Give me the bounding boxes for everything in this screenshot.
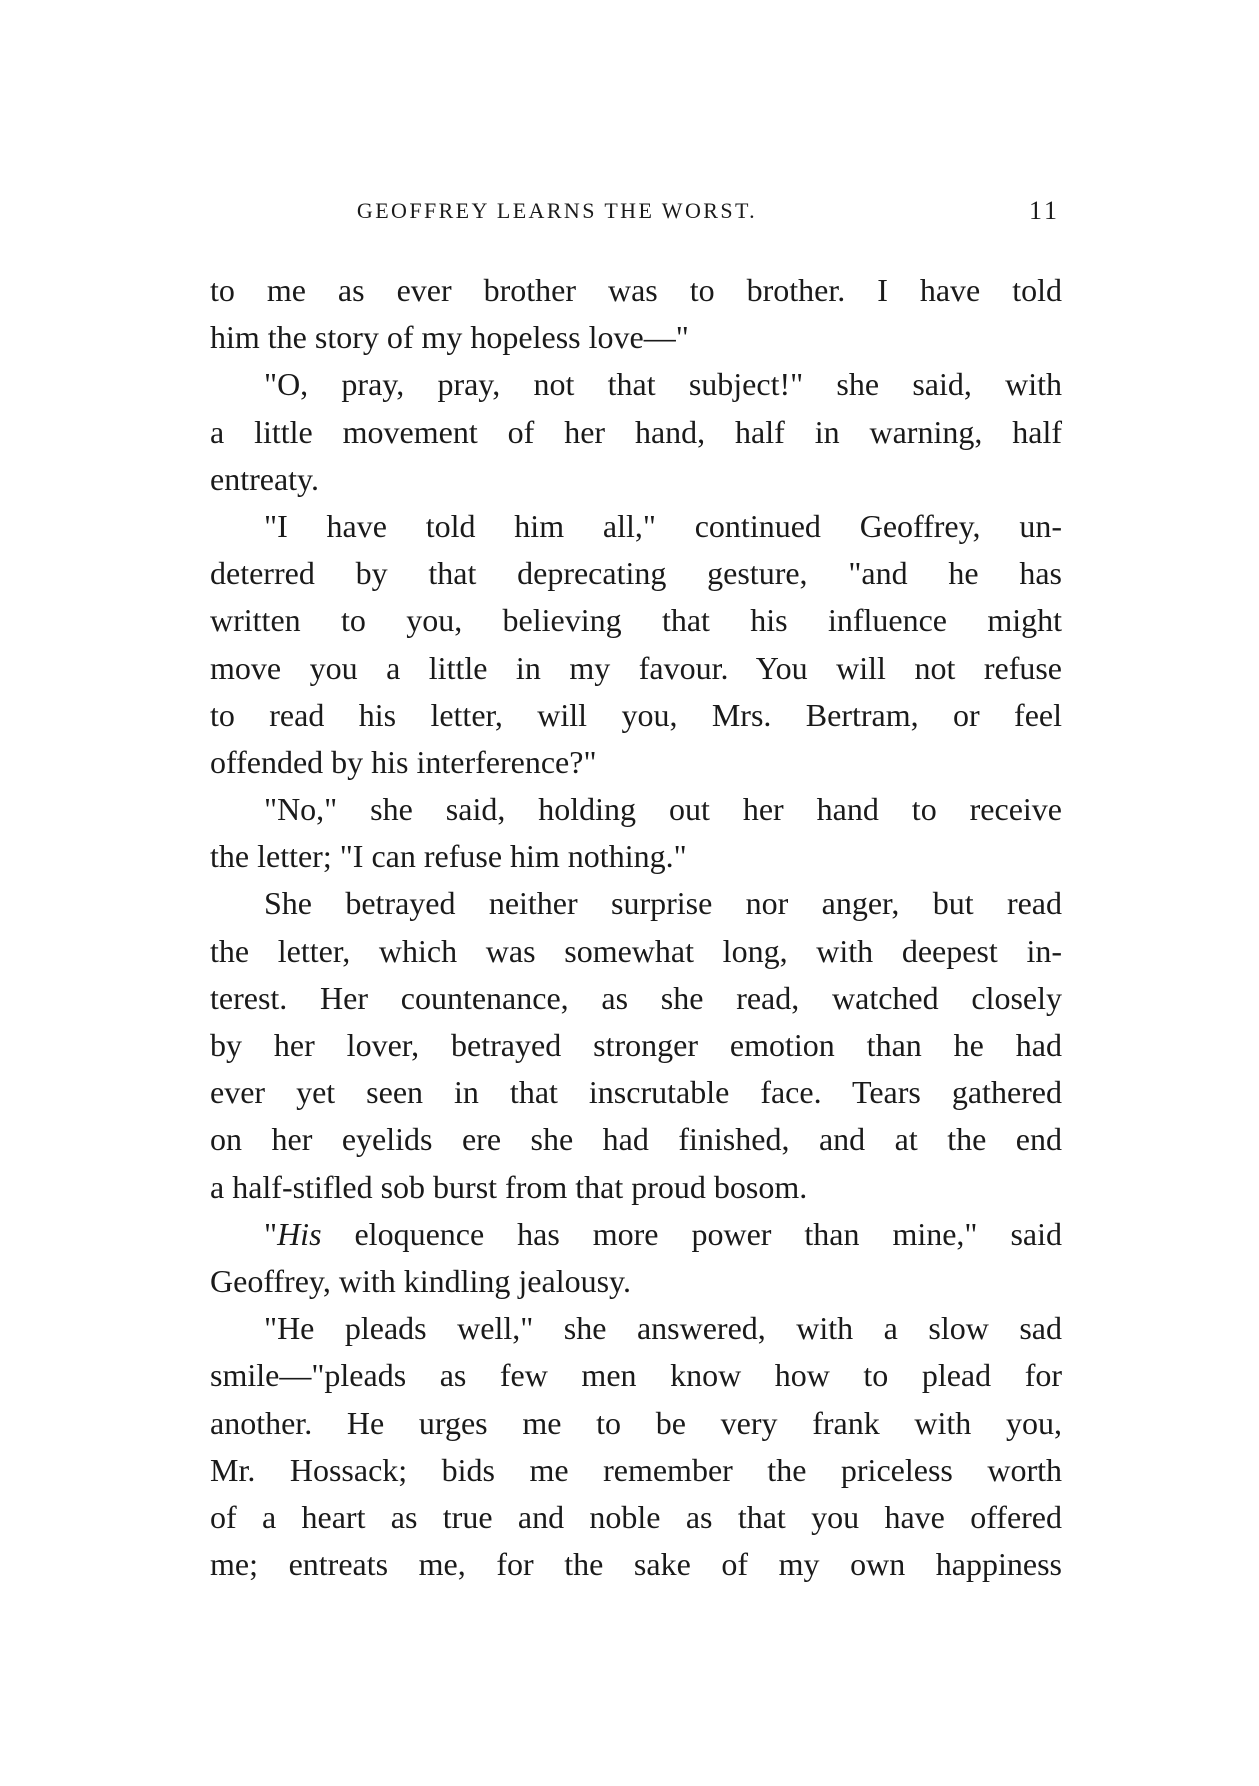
text-line: the letter; "I can refuse him nothing." <box>210 838 687 875</box>
text-line-rest: eloquence has more power than mine," said <box>321 1215 1062 1252</box>
text-line: another. He urges me to be very frank with you, <box>210 1404 1062 1441</box>
text-line: on her eyelids ere she had finished, and at the end <box>210 1121 1062 1158</box>
text-line: by her lover, betrayed stronger emotion than he had <box>210 1027 1062 1063</box>
text-line: She betrayed neither surprise nor anger, but read <box>264 885 1062 922</box>
text-line: move you a little in my favour. You will not refuse <box>210 649 1062 686</box>
text-line-italic-start <box>210 1211 1062 1258</box>
text-line: a little movement of her hand, half in warning, half <box>210 413 1062 450</box>
text-line-prefix: " <box>264 1215 278 1252</box>
text-line: terest. Her countenance, as she read, watched closely <box>210 979 1062 1016</box>
italic-word: His <box>277 1215 322 1252</box>
text-line: him the story of my hopeless love—" <box>210 319 689 356</box>
text-line: "I have told him all," continued Geoffrey, un- <box>264 507 1062 544</box>
text-line: of a heart as true and noble as that you have offered <box>210 1498 1062 1535</box>
text-line: deterred by that deprecating gesture, "and he has <box>210 555 1062 592</box>
body-text <box>210 267 1062 1588</box>
text-line: Mr. Hossack; bids me remember the priceless worth <box>210 1451 1062 1488</box>
page-number: 11 <box>1028 196 1060 225</box>
text-line: "O, pray, pray, not that subject!" she said, with <box>264 366 1062 403</box>
text-line: to me as ever brother was to brother. I have told <box>210 272 1062 308</box>
text-line: smile—"pleads as few men know how to plead for <box>210 1357 1062 1394</box>
running-title: GEOFFREY LEARNS THE WORST. <box>356 198 758 223</box>
running-head <box>210 196 1060 226</box>
text-line: a half-stifled sob burst from that proud bosom. <box>210 1168 808 1205</box>
text-line: offended by his interference?" <box>210 743 597 780</box>
text-line: "No," she said, holding out her hand to receive <box>264 791 1062 828</box>
text-line: Geoffrey, with kindling jealousy. <box>210 1262 631 1299</box>
text-line: the letter, which was somewhat long, with deepest in- <box>210 932 1062 969</box>
text-line: written to you, believing that his influence might <box>210 602 1062 639</box>
text-line: "He pleads well," she answered, with a slow sad <box>264 1310 1062 1347</box>
text-line: to read his letter, will you, Mrs. Bertram, or feel <box>210 696 1062 733</box>
text-line: entreaty. <box>210 460 319 497</box>
text-line: me; entreats me, for the sake of my own happiness <box>210 1546 1062 1583</box>
text-line: ever yet seen in that inscrutable face. Tears gathered <box>210 1074 1062 1111</box>
